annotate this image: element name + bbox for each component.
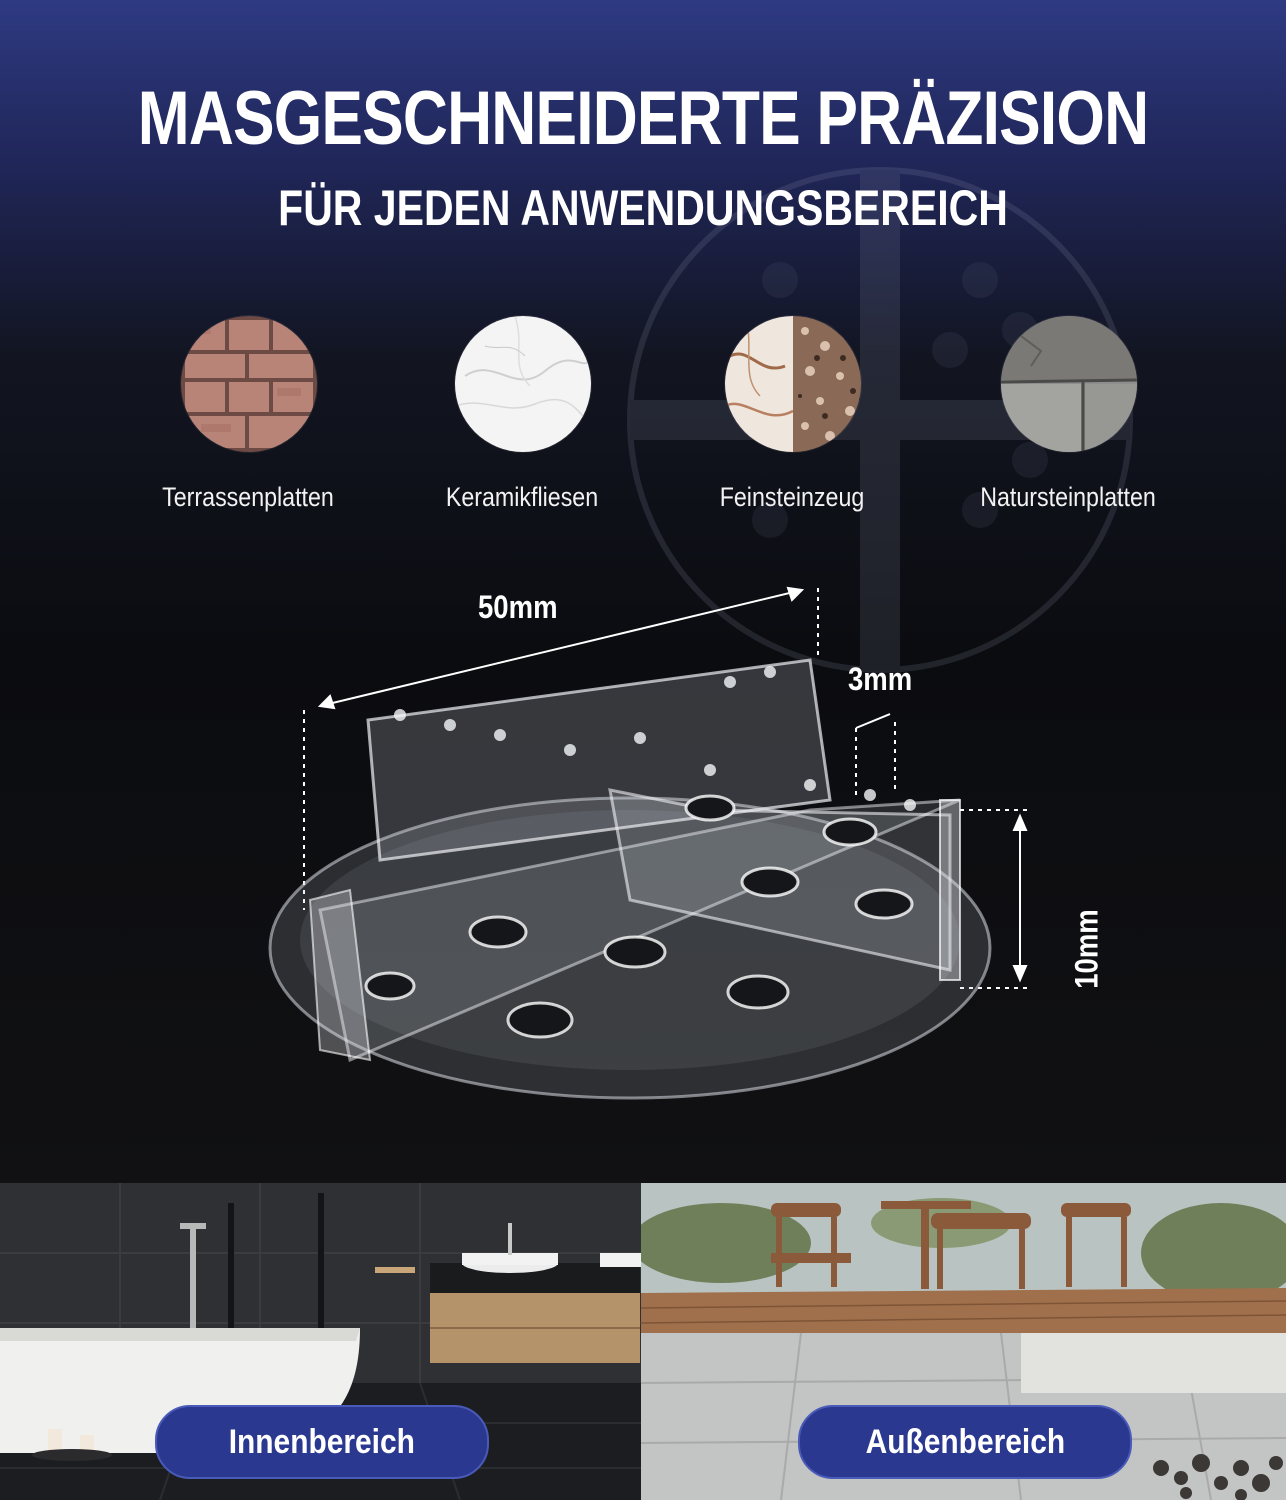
- length-dimension-label: 50mm: [478, 589, 558, 625]
- outdoor-area-badge: [798, 1405, 1132, 1479]
- material-label: Feinsteinzeug: [719, 482, 865, 512]
- indoor-area-label: Innenbereich: [228, 1423, 416, 1461]
- material-item: [118, 316, 378, 526]
- material-item: [662, 316, 922, 526]
- natural-stone-icon: [1001, 316, 1137, 452]
- thickness-dimension-label: 3mm: [848, 661, 913, 697]
- indoor-area-badge: [155, 1405, 489, 1479]
- page-subtitle: FÜR JEDEN ANWENDUNGSBEREICH: [278, 180, 1008, 236]
- material-label: Natursteinplatten: [980, 482, 1156, 512]
- material-label: Keramikfliesen: [445, 482, 599, 512]
- marble-granite-icon: [725, 316, 861, 452]
- height-dimension-label: 10mm: [1068, 909, 1105, 989]
- page-title: MASGESCHNEIDERTE PRÄZISION: [137, 76, 1149, 161]
- tile-spacer-product-image: [250, 560, 1130, 1140]
- material-item: [938, 316, 1198, 526]
- brick-paver-icon: [181, 316, 317, 452]
- white-marble-icon: [455, 316, 591, 452]
- material-item: [392, 316, 652, 526]
- outdoor-area-label: Außenbereich: [865, 1423, 1065, 1461]
- material-label: Terrassenplatten: [162, 482, 334, 512]
